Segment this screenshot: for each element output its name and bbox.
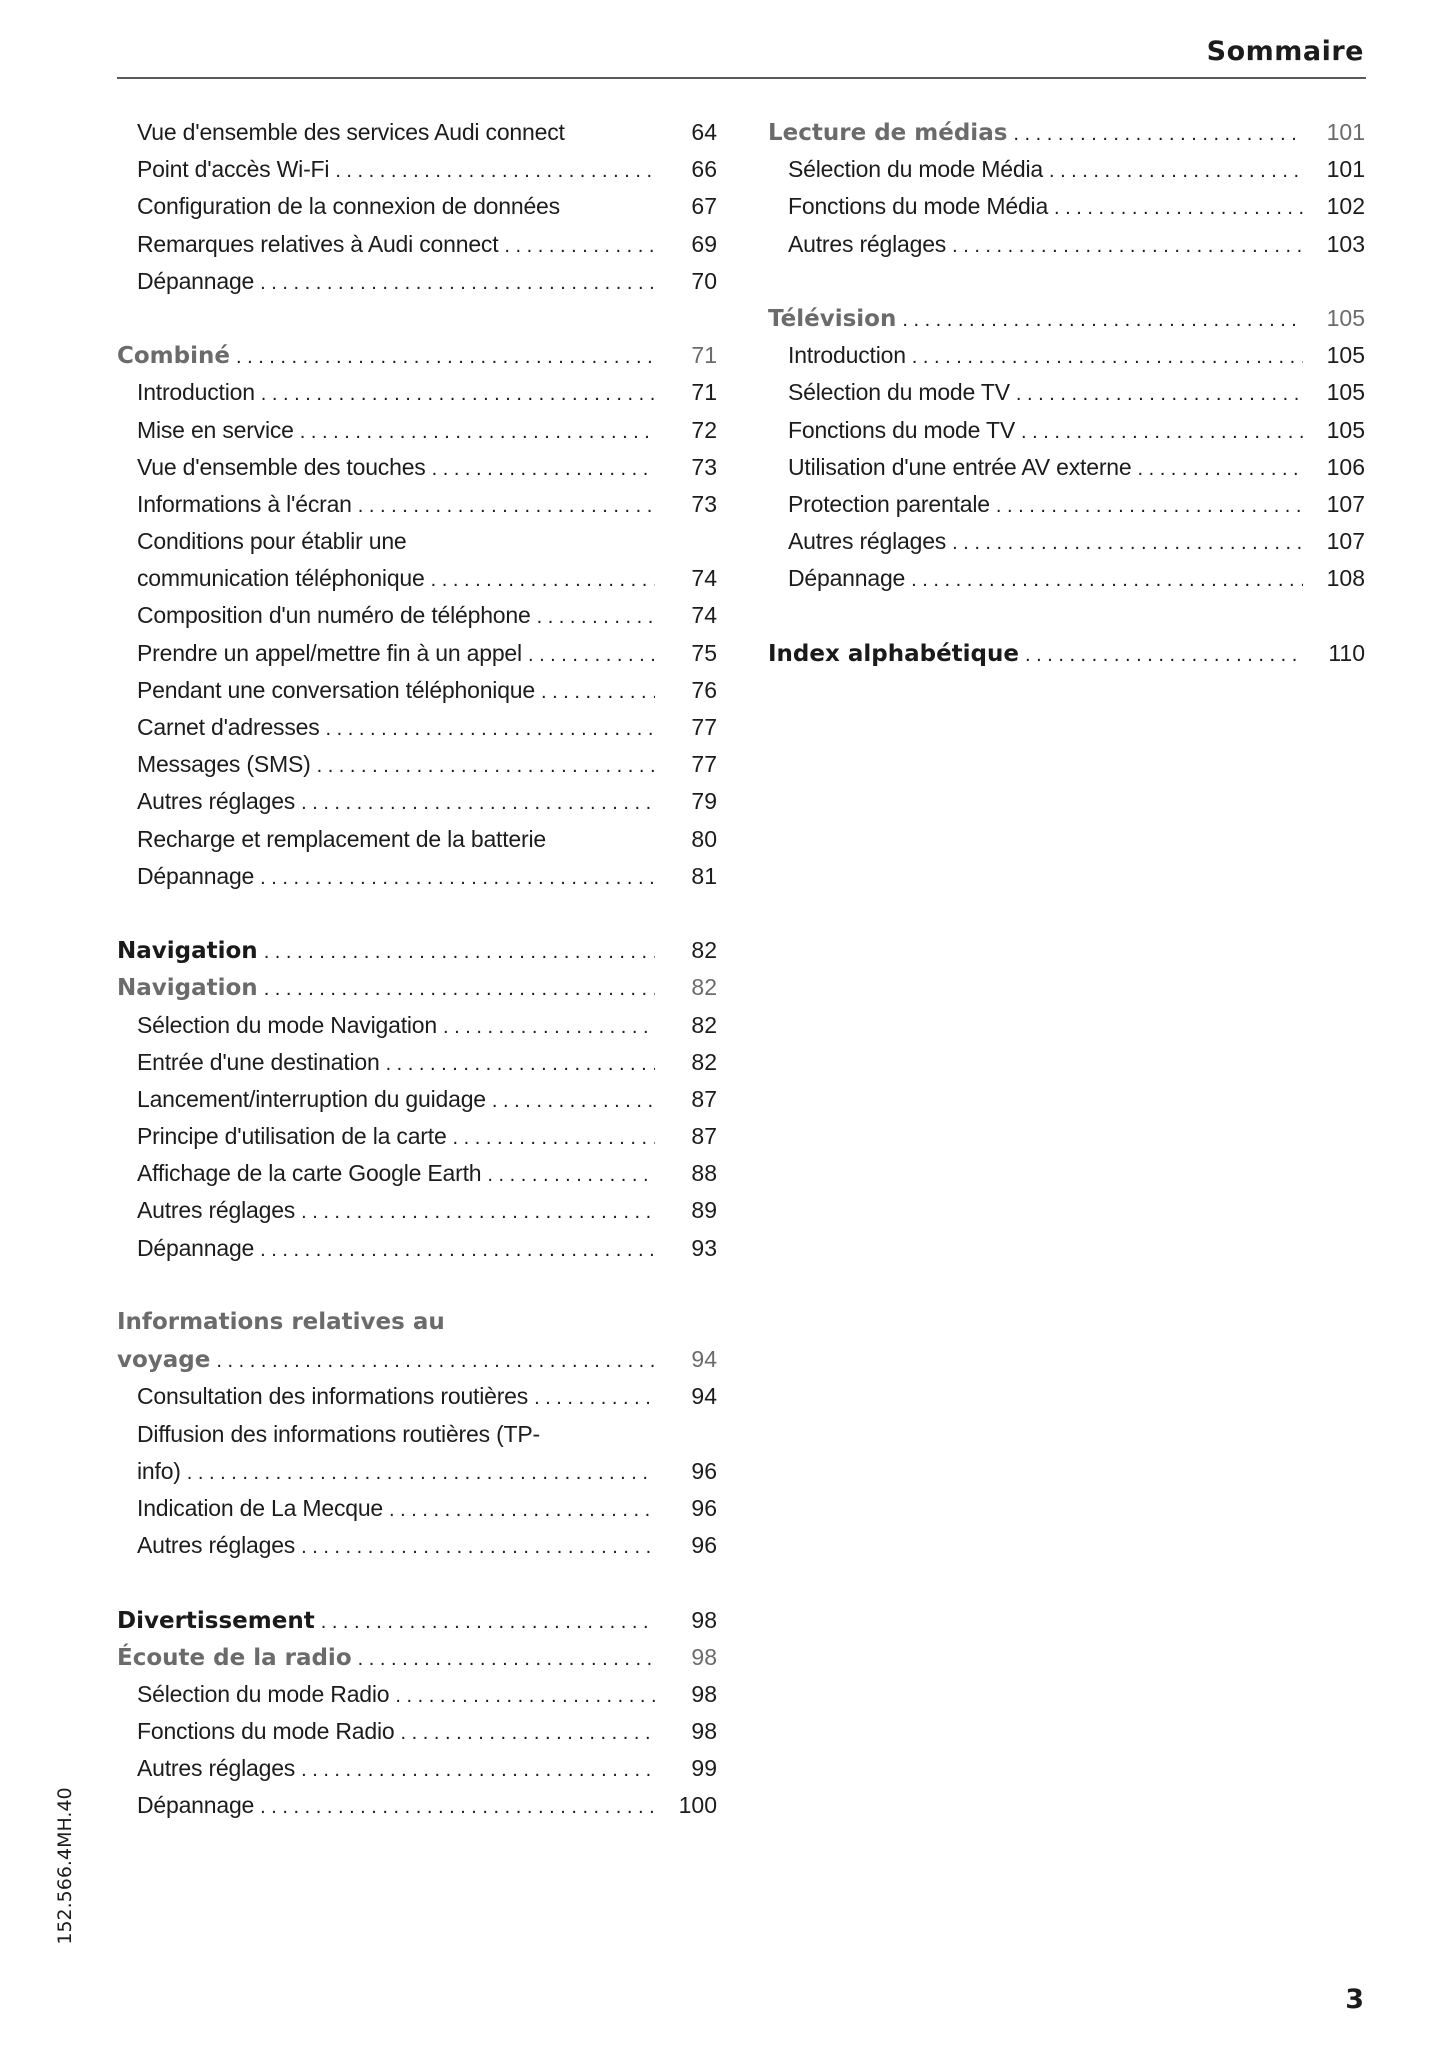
toc-entry[interactable] (117, 1490, 717, 1527)
dot-leader (401, 1715, 656, 1752)
toc-entry-title: Navigation (117, 938, 258, 965)
toc-entry-title: Dépannage (137, 1792, 255, 1819)
toc-entry[interactable] (117, 1527, 717, 1564)
toc-entry-title: Point d'accès Wi-Fi (137, 156, 330, 183)
toc-entry[interactable] (768, 412, 1365, 449)
dot-leader (216, 1343, 655, 1380)
toc-entry-title: voyage (117, 1347, 211, 1374)
toc-entry[interactable] (117, 709, 717, 746)
toc-entry-page: 88 (691, 1160, 717, 1187)
page-number: 3 (1345, 1984, 1364, 2015)
toc-section-heading[interactable] (117, 1602, 717, 1639)
toc-entry-page: 105 (1326, 304, 1365, 331)
toc-entry-title: Protection parentale (788, 490, 990, 517)
toc-entry[interactable] (117, 1155, 717, 1192)
toc-entry[interactable] (117, 1750, 717, 1787)
toc-entry[interactable] (768, 337, 1365, 374)
toc-entry[interactable] (117, 1118, 717, 1155)
dot-leader (301, 1752, 655, 1789)
toc-entry-page: 80 (691, 825, 717, 852)
dot-leader (358, 1641, 655, 1678)
toc-entry-title: Fonctions du mode TV (788, 416, 1015, 443)
toc-entry[interactable] (117, 226, 717, 263)
toc-entry[interactable] (117, 1192, 717, 1229)
toc-entry-page: 98 (691, 1680, 717, 1707)
toc-entry-title: Prendre un appel/mettre fin à un appel (137, 639, 522, 666)
dot-leader (301, 1194, 655, 1231)
dot-leader (301, 785, 655, 822)
dot-leader (996, 488, 1303, 525)
toc-entry-title: Remarques relatives à Audi connect (137, 230, 499, 257)
toc-entry[interactable] (117, 783, 717, 820)
toc-entry-title: Configuration de la connexion de données (137, 193, 560, 220)
toc-entry-title: Autres réglages (137, 1532, 296, 1559)
toc-entry-title: Combiné (117, 343, 230, 370)
dot-leader (326, 711, 655, 748)
toc-entry-title: Autres réglages (137, 788, 296, 815)
dot-leader (187, 1455, 655, 1492)
toc-entry-title: Pendant une conversation téléphonique (137, 676, 535, 703)
dot-leader (260, 1232, 655, 1269)
toc-spacer (768, 597, 1365, 634)
toc-entry-page: 71 (691, 342, 717, 369)
toc-entry-title: Utilisation d'une entrée AV externe (788, 453, 1132, 480)
toc-entry[interactable] (117, 597, 717, 634)
toc-entry[interactable] (117, 1044, 717, 1081)
dot-leader (264, 934, 655, 971)
toc-entry-page: 93 (691, 1234, 717, 1261)
toc-entry-title: Sélection du mode Radio (137, 1680, 390, 1707)
toc-entry-page: 82 (691, 937, 717, 964)
toc-entry-page: 81 (691, 862, 717, 889)
toc-entry-title: Principe d'utilisation de la carte (137, 1123, 447, 1150)
dot-leader (358, 488, 655, 525)
toc-entry[interactable] (117, 1676, 717, 1713)
dot-leader (443, 1009, 655, 1046)
dot-leader (912, 339, 1303, 376)
toc-entry-title: Affichage de la carte Google Earth (137, 1160, 482, 1187)
toc-entry-title: Lecture de médias (768, 120, 1008, 146)
toc-spacer (117, 1267, 717, 1304)
toc-entry-page: 96 (691, 1457, 717, 1484)
toc-entry-page: 76 (691, 676, 717, 703)
toc-section-heading[interactable] (117, 1639, 717, 1676)
toc-entry-title: Recharge et remplacement de la batterie (137, 825, 546, 852)
toc-entry-page: 89 (691, 1197, 717, 1224)
toc-entry-page: 103 (1326, 230, 1365, 257)
toc-entry[interactable] (117, 523, 717, 560)
dot-leader (1054, 190, 1303, 227)
toc-entry-page: 107 (1326, 528, 1365, 555)
toc-entry-page: 105 (1326, 416, 1365, 443)
toc-entry-title: Écoute de la radio (117, 1644, 352, 1671)
toc-entry-page: 96 (691, 1532, 717, 1559)
toc-entry[interactable] (117, 1787, 717, 1824)
dot-leader (260, 1789, 655, 1826)
dot-leader (911, 562, 1303, 599)
header-divider (117, 77, 1366, 79)
toc-entry-page: 87 (691, 1085, 717, 1112)
toc-entry[interactable] (117, 263, 717, 300)
toc-entry-title: Composition d'un numéro de téléphone (137, 602, 531, 629)
toc-section-heading[interactable] (117, 1341, 717, 1378)
toc-entry-page: 107 (1326, 490, 1365, 517)
toc-entry-page: 106 (1326, 453, 1365, 480)
toc-entry[interactable] (117, 1081, 717, 1118)
toc-entry-title: Autres réglages (137, 1197, 296, 1224)
toc-section-heading[interactable] (768, 635, 1365, 672)
toc-entry-title: Navigation (117, 975, 258, 1002)
toc-entry-page: 74 (691, 602, 717, 629)
toc-entry-title: Dépannage (137, 267, 255, 294)
toc-entry-title: Index alphabétique (768, 640, 1019, 667)
toc-left-column (117, 114, 717, 1825)
toc-entry-page: 98 (691, 1718, 717, 1745)
toc-entry[interactable] (117, 188, 717, 225)
toc-entry-page: 79 (691, 788, 717, 815)
dot-leader (386, 1046, 655, 1083)
toc-entry-title: Autres réglages (137, 1755, 296, 1782)
toc-entry-page: 96 (691, 1494, 717, 1521)
dot-leader (1049, 153, 1303, 190)
toc-entry-title: Dépannage (137, 862, 255, 889)
toc-entry-title: Télévision (768, 305, 897, 332)
toc-entry[interactable] (117, 672, 717, 709)
dot-leader (528, 637, 655, 674)
toc-spacer (768, 263, 1365, 300)
toc-entry-page: 70 (691, 267, 717, 294)
toc-entry-page: 98 (691, 1606, 717, 1633)
dot-leader (1021, 414, 1303, 451)
toc-entry[interactable] (117, 374, 717, 411)
dot-leader (1016, 376, 1303, 413)
toc-entry[interactable] (117, 821, 717, 858)
toc-entry[interactable] (768, 560, 1365, 597)
toc-entry-title: Sélection du mode Navigation (137, 1011, 437, 1038)
dot-leader (261, 376, 655, 413)
toc-entry-page: 94 (691, 1346, 717, 1373)
toc-entry-title: Sélection du mode TV (788, 379, 1010, 406)
toc-entry-page: 99 (691, 1755, 717, 1782)
toc-entry[interactable] (768, 486, 1365, 523)
toc-entry[interactable] (117, 858, 717, 895)
toc-entry-page: 98 (691, 1643, 717, 1670)
toc-entry-title: Fonctions du mode Radio (137, 1718, 395, 1745)
toc-section-heading[interactable] (768, 300, 1365, 337)
toc-entry-page: 82 (691, 1011, 717, 1038)
dot-leader (431, 562, 655, 599)
toc-entry[interactable] (117, 1378, 717, 1415)
toc-entry-page: 77 (691, 714, 717, 740)
toc-entry-title: Informations à l'écran (137, 490, 352, 517)
dot-leader (1013, 116, 1303, 153)
toc-entry[interactable] (768, 151, 1365, 188)
dot-leader (1025, 637, 1303, 674)
toc-entry-title: Carnet d'adresses (137, 714, 320, 740)
dot-leader (260, 860, 655, 897)
toc-entry-title: Introduction (788, 342, 906, 369)
toc-entry[interactable] (117, 1713, 717, 1750)
toc-entry[interactable] (768, 226, 1365, 263)
dot-leader (395, 1678, 655, 1715)
toc-entry-title: Conditions pour établir une (137, 528, 407, 555)
toc-section-heading[interactable] (117, 932, 717, 969)
toc-entry-title: info) (137, 1457, 181, 1484)
toc-entry[interactable] (768, 449, 1365, 486)
toc-entry-page: 110 (1328, 639, 1365, 666)
toc-entry[interactable] (117, 1453, 717, 1490)
toc-entry-title: Introduction (137, 379, 255, 406)
toc-spacer (117, 895, 717, 932)
toc-entry-page: 73 (691, 490, 717, 517)
toc-entry-title: Consultation des informations routières (137, 1383, 529, 1410)
dot-leader (389, 1492, 655, 1529)
toc-entry-page: 66 (691, 156, 717, 183)
toc-section-heading[interactable] (117, 1304, 717, 1341)
toc-entry-page: 64 (691, 119, 717, 145)
toc-entry-title: Entrée d'une destination (137, 1048, 380, 1075)
toc-entry-page: 105 (1326, 379, 1365, 406)
page-title: Sommaire (1206, 36, 1364, 67)
toc-entry[interactable] (768, 523, 1365, 560)
dot-leader (1137, 451, 1303, 488)
toc-entry-title: Messages (SMS) (137, 751, 311, 778)
toc-section-heading[interactable] (117, 337, 717, 374)
dot-leader (952, 228, 1303, 265)
toc-entry[interactable] (117, 114, 717, 151)
toc-entry-page: 69 (691, 230, 717, 257)
dot-leader (321, 1604, 655, 1641)
toc-entry-page: 102 (1326, 193, 1365, 220)
dot-leader (432, 451, 655, 488)
toc-entry[interactable] (117, 412, 717, 449)
toc-spacer (117, 300, 717, 337)
toc-right-column (768, 114, 1365, 672)
toc-entry-title: Mise en service (137, 416, 294, 443)
toc-entry-page: 82 (691, 1048, 717, 1075)
toc-entry[interactable] (117, 1007, 717, 1044)
dot-leader (260, 265, 655, 302)
toc-entry-title: Lancement/interruption du guidage (137, 1085, 486, 1112)
dot-leader (952, 525, 1303, 562)
toc-entry[interactable] (117, 1416, 717, 1453)
toc-entry-page: 100 (678, 1792, 717, 1819)
dot-leader (487, 1157, 655, 1194)
toc-entry-page: 67 (691, 193, 717, 220)
toc-entry-page: 82 (691, 974, 717, 1001)
toc-entry-page: 108 (1326, 565, 1365, 592)
dot-leader (504, 228, 655, 265)
toc-entry-page: 77 (691, 751, 717, 778)
dot-leader (264, 971, 655, 1008)
toc-entry[interactable] (117, 151, 717, 188)
toc-entry-title: Dépannage (788, 565, 906, 592)
dot-leader (534, 1380, 655, 1417)
dot-leader (537, 599, 655, 636)
toc-entry-page: 105 (1326, 342, 1365, 369)
toc-entry[interactable] (117, 746, 717, 783)
toc-entry-page: 72 (691, 416, 717, 443)
toc-entry[interactable] (768, 374, 1365, 411)
dot-leader (541, 674, 655, 711)
toc-entry-page: 74 (691, 565, 717, 592)
toc-entry[interactable] (117, 635, 717, 672)
toc-entry-page: 87 (691, 1123, 717, 1150)
toc-entry[interactable] (117, 1230, 717, 1267)
dot-leader (317, 748, 655, 785)
toc-entry-title: Informations relatives au (117, 1309, 445, 1335)
dot-leader (492, 1083, 655, 1120)
toc-entry[interactable] (117, 449, 717, 486)
toc-entry[interactable] (117, 560, 717, 597)
toc-entry[interactable] (768, 188, 1365, 225)
toc-entry-title: communication téléphonique (137, 565, 425, 592)
toc-entry-title: Sélection du mode Média (788, 156, 1043, 183)
toc-entry-page: 73 (691, 453, 717, 480)
toc-section-heading[interactable] (117, 969, 717, 1006)
dot-leader (902, 302, 1303, 339)
toc-entry-title: Vue d'ensemble des services Audi connect (137, 119, 565, 145)
toc-entry-title: Divertissement (117, 1607, 315, 1634)
document-code: 152.566.4MH.40 (54, 1787, 76, 1945)
toc-entry-page: 94 (691, 1383, 717, 1410)
toc-entry-page: 101 (1326, 119, 1365, 145)
dot-leader (300, 414, 655, 451)
toc-entry-page: 101 (1326, 156, 1365, 183)
toc-entry[interactable] (117, 486, 717, 523)
toc-entry-page: 71 (691, 379, 717, 406)
toc-entry-title: Autres réglages (788, 528, 947, 555)
toc-entry-page: 75 (691, 639, 717, 666)
toc-entry-title: Indication de La Mecque (137, 1494, 384, 1521)
toc-spacer (117, 1564, 717, 1601)
toc-entry-title: Dépannage (137, 1234, 255, 1261)
toc-entry-title: Fonctions du mode Média (788, 193, 1049, 220)
toc-entry-title: Vue d'ensemble des touches (137, 453, 426, 480)
dot-leader (301, 1529, 655, 1566)
toc-entry-title: Autres réglages (788, 230, 947, 257)
toc-entry-title: Diffusion des informations routières (TP- (137, 1420, 540, 1447)
dot-leader (335, 153, 655, 190)
toc-section-heading[interactable] (768, 114, 1365, 151)
dot-leader (453, 1120, 655, 1157)
dot-leader (236, 339, 655, 376)
